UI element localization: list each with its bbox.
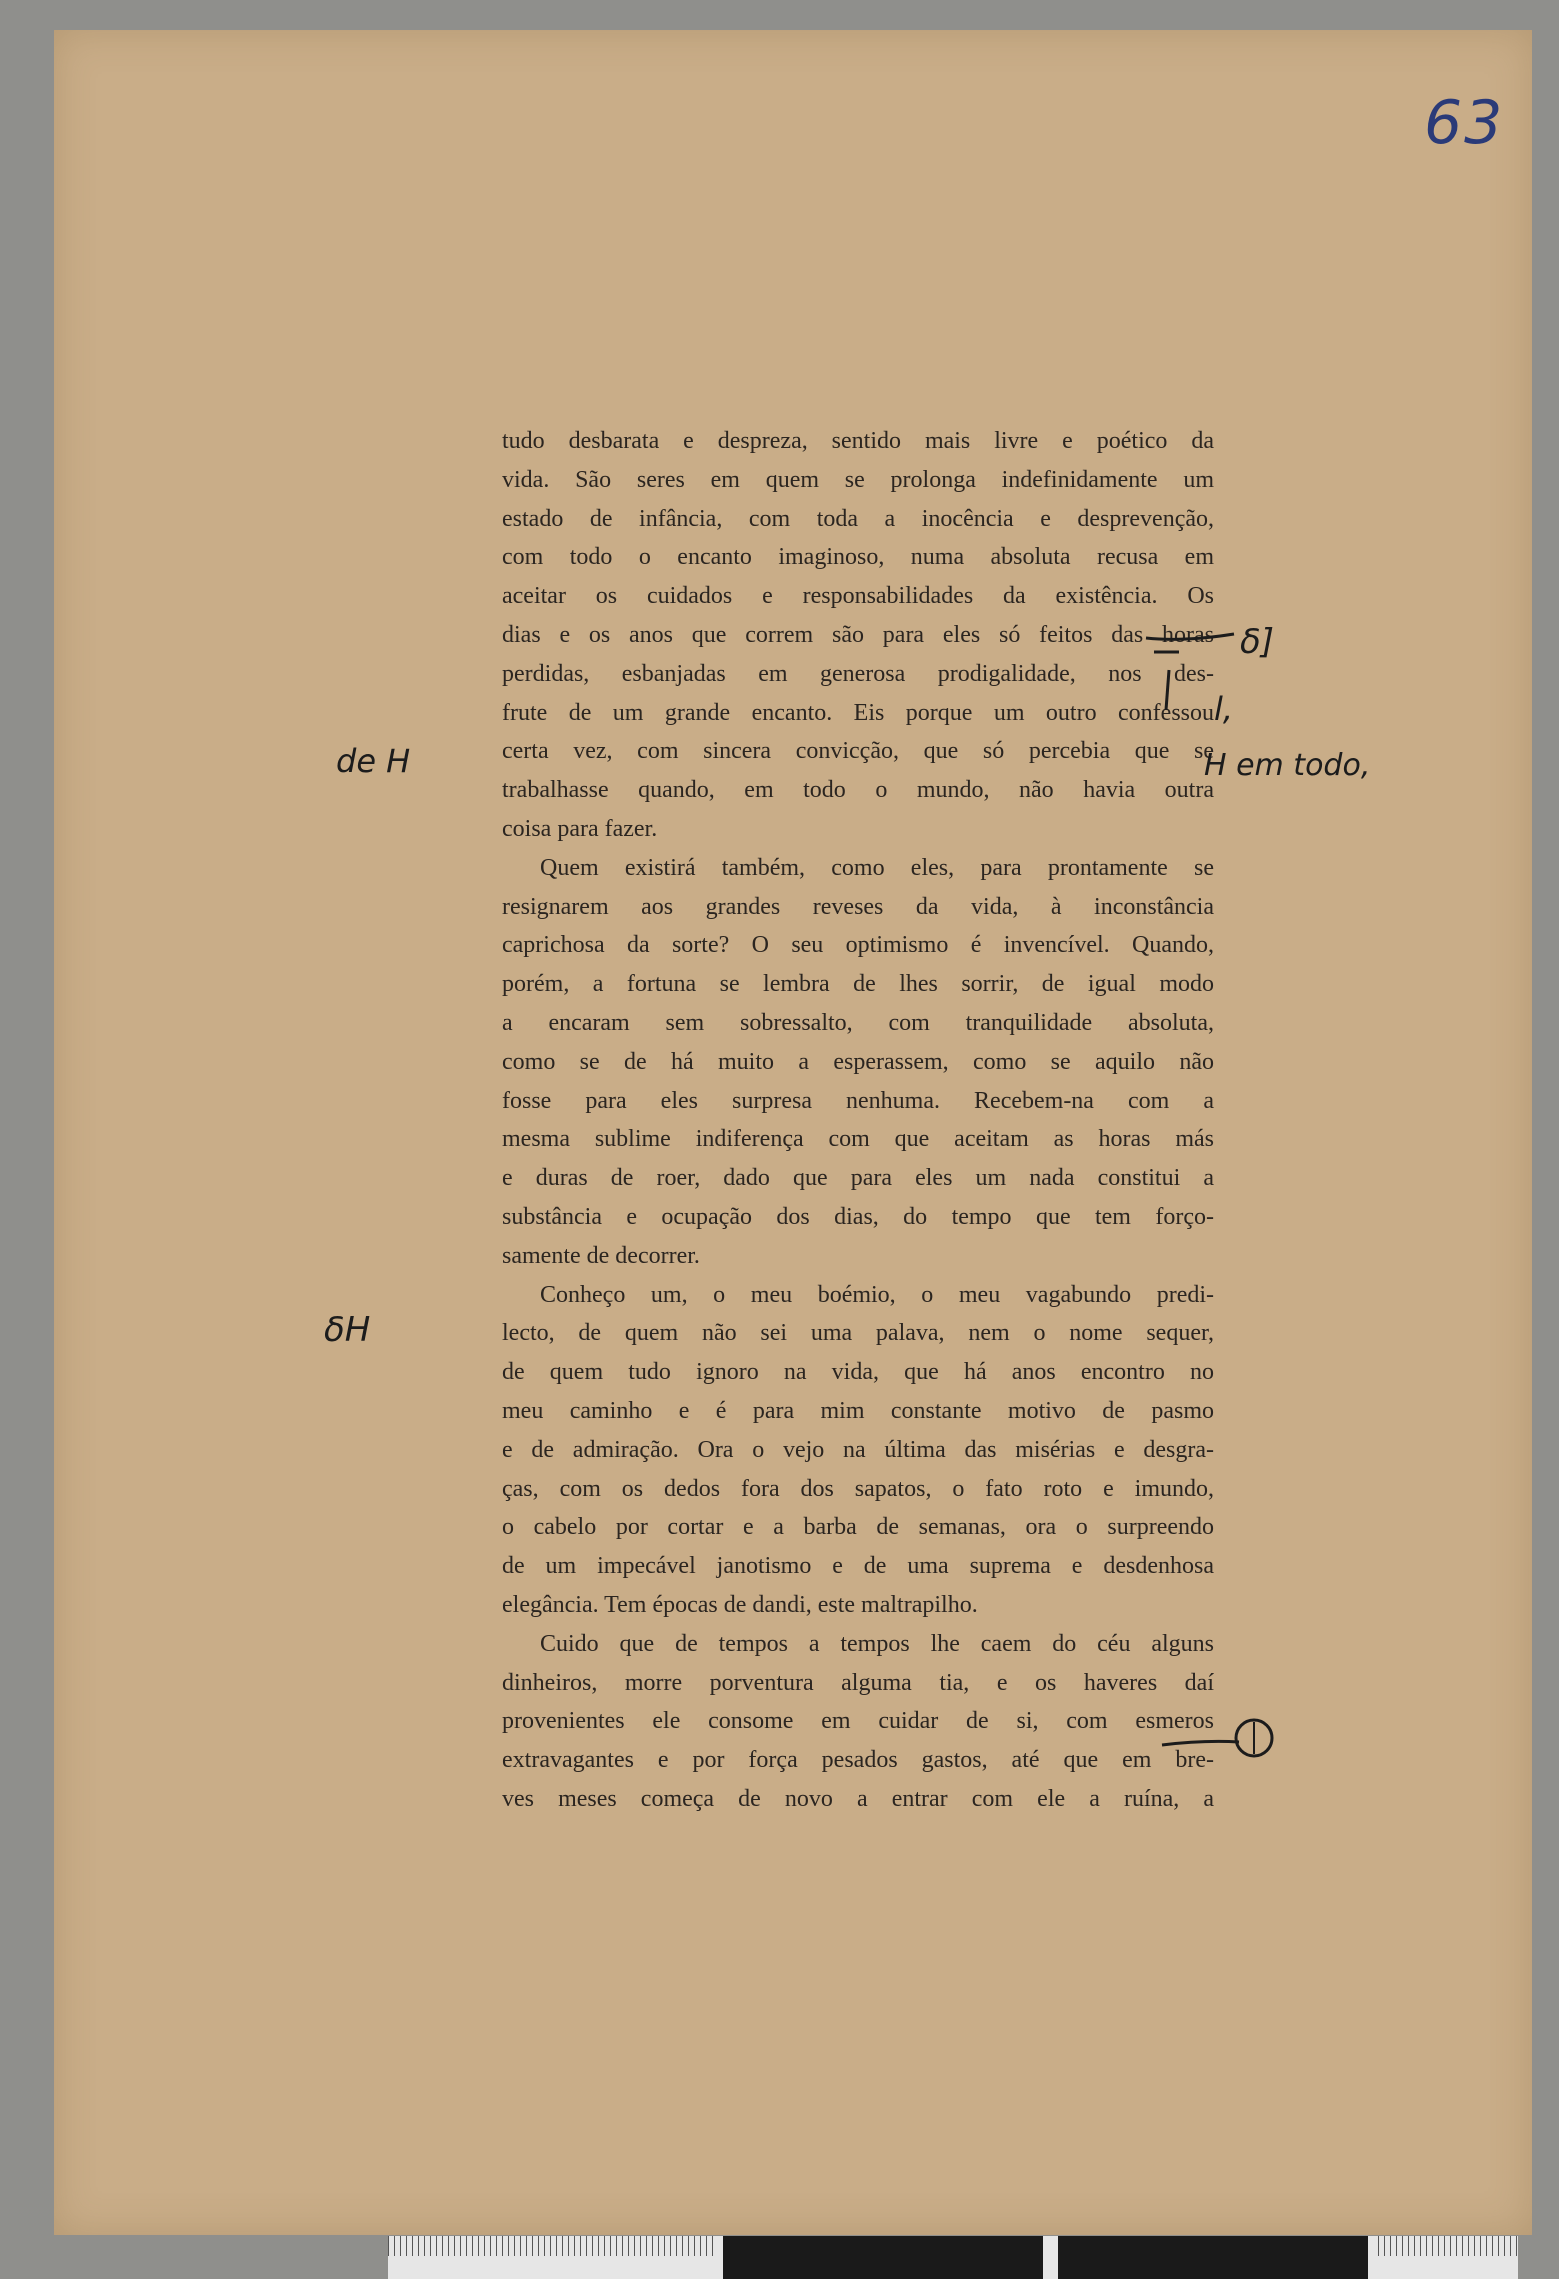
text-line: perdidas, esbanjadas em generosa prodigalidade, nos des- xyxy=(502,660,1214,687)
text-line: com todo o encanto imaginoso, numa absoluta recusa em xyxy=(502,544,1214,571)
text-line: elegância. Tem épocas de dandi, este maltrapilho. xyxy=(502,1591,978,1618)
ruler-ticks xyxy=(388,2236,718,2256)
margin-note-em-todo: H em todo, xyxy=(1204,748,1371,783)
text-line: e de admiração. Ora o vejo na última das misérias e desgra- xyxy=(502,1436,1214,1463)
text-line: o cabelo por cortar e a barba de semanas, ora o surpreendo xyxy=(502,1514,1214,1541)
text-line: tudo desbarata e despreza, sentido mais livre e poético da xyxy=(502,428,1214,454)
margin-note-sh: δH xyxy=(324,1310,371,1350)
text-line: vida. São seres em quem se prolonga indefinidamente um xyxy=(502,466,1214,493)
text-line: samente de decorrer. xyxy=(502,1242,700,1269)
text-line: Quem existirá também, como eles, para prontamente se xyxy=(540,854,1214,881)
text-line: caprichosa da sorte? O seu optimismo é invencível. Quando, xyxy=(502,932,1214,959)
text-line: dias e os anos que correm são para eles só feitos das horas xyxy=(502,621,1214,648)
proof-marks xyxy=(54,30,1532,2235)
text-line: mesma sublime indiferença com que aceitam as horas más xyxy=(502,1126,1214,1153)
text-line: a encaram sem sobressalto, com tranquilidade absoluta, xyxy=(502,1009,1214,1036)
text-line: certa vez, com sincera convicção, que só percebia que se xyxy=(502,738,1214,765)
manuscript-page xyxy=(54,30,1532,2235)
margin-note-comma: l, xyxy=(1214,690,1234,728)
delete-stroke xyxy=(1162,1741,1239,1745)
text-line: estado de infância, com toda a inocência e desprevenção, xyxy=(502,505,1214,532)
scan-scale-ruler xyxy=(388,2236,1518,2279)
text-line: dinheiros, morre porventura alguma tia, e os haveres daí xyxy=(502,1669,1214,1696)
text-line: ves meses começa de novo a entrar com ele a ruína, a xyxy=(502,1785,1214,1812)
text-line: meu caminho e é para mim constante motivo de pasmo xyxy=(502,1397,1214,1424)
ruler-ticks xyxy=(1378,2236,1518,2256)
text-line: resignarem aos grandes reveses da vida, à inconstância xyxy=(502,893,1214,920)
text-line: frute de um grande encanto. Eis porque um outro confessou xyxy=(502,699,1214,726)
ruler-black-block xyxy=(723,2236,1043,2279)
text-line: Conheço um, o meu boémio, o meu vagabundo predi- xyxy=(540,1281,1214,1308)
text-line: substância e ocupação dos dias, do tempo que tem forço- xyxy=(502,1203,1214,1230)
text-line: fosse para eles surpresa nenhuma. Recebem-na com a xyxy=(502,1087,1214,1114)
margin-note-de-h: de H xyxy=(336,742,411,780)
ruler-black-block xyxy=(1058,2236,1368,2279)
text-line: lecto, de quem não sei uma palava, nem o nome sequer, xyxy=(502,1320,1214,1347)
text-line: como se de há muito a esperassem, como se aquilo não xyxy=(502,1048,1214,1075)
text-line: de quem tudo ignoro na vida, que há anos encontro no xyxy=(502,1359,1214,1386)
margin-note-delta: δ] xyxy=(1240,622,1275,662)
page-number: 63 xyxy=(1424,88,1505,158)
text-line: Cuido que de tempos a tempos lhe caem do céu alguns xyxy=(540,1630,1214,1657)
text-line: e duras de roer, dado que para eles um nada constitui a xyxy=(502,1165,1214,1192)
text-line: provenientes ele consome em cuidar de si, com esmeros xyxy=(502,1708,1214,1735)
text-line: de um impecável janotismo e de uma suprema e desdenhosa xyxy=(502,1553,1214,1580)
text-line: extravagantes e por força pesados gastos, até que em bre- xyxy=(502,1747,1214,1774)
bracket-stroke xyxy=(1166,670,1169,710)
text-line: ças, com os dedos fora dos sapatos, o fato roto e imundo, xyxy=(502,1475,1214,1502)
text-line: porém, a fortuna se lembra de lhes sorrir, de igual modo xyxy=(502,971,1214,998)
insert-stroke xyxy=(1146,634,1234,639)
text-line: coisa para fazer. xyxy=(502,815,658,842)
text-line: aceitar os cuidados e responsabilidades da existência. Os xyxy=(502,583,1214,610)
text-line: trabalhasse quando, em todo o mundo, não havia outra xyxy=(502,777,1214,804)
